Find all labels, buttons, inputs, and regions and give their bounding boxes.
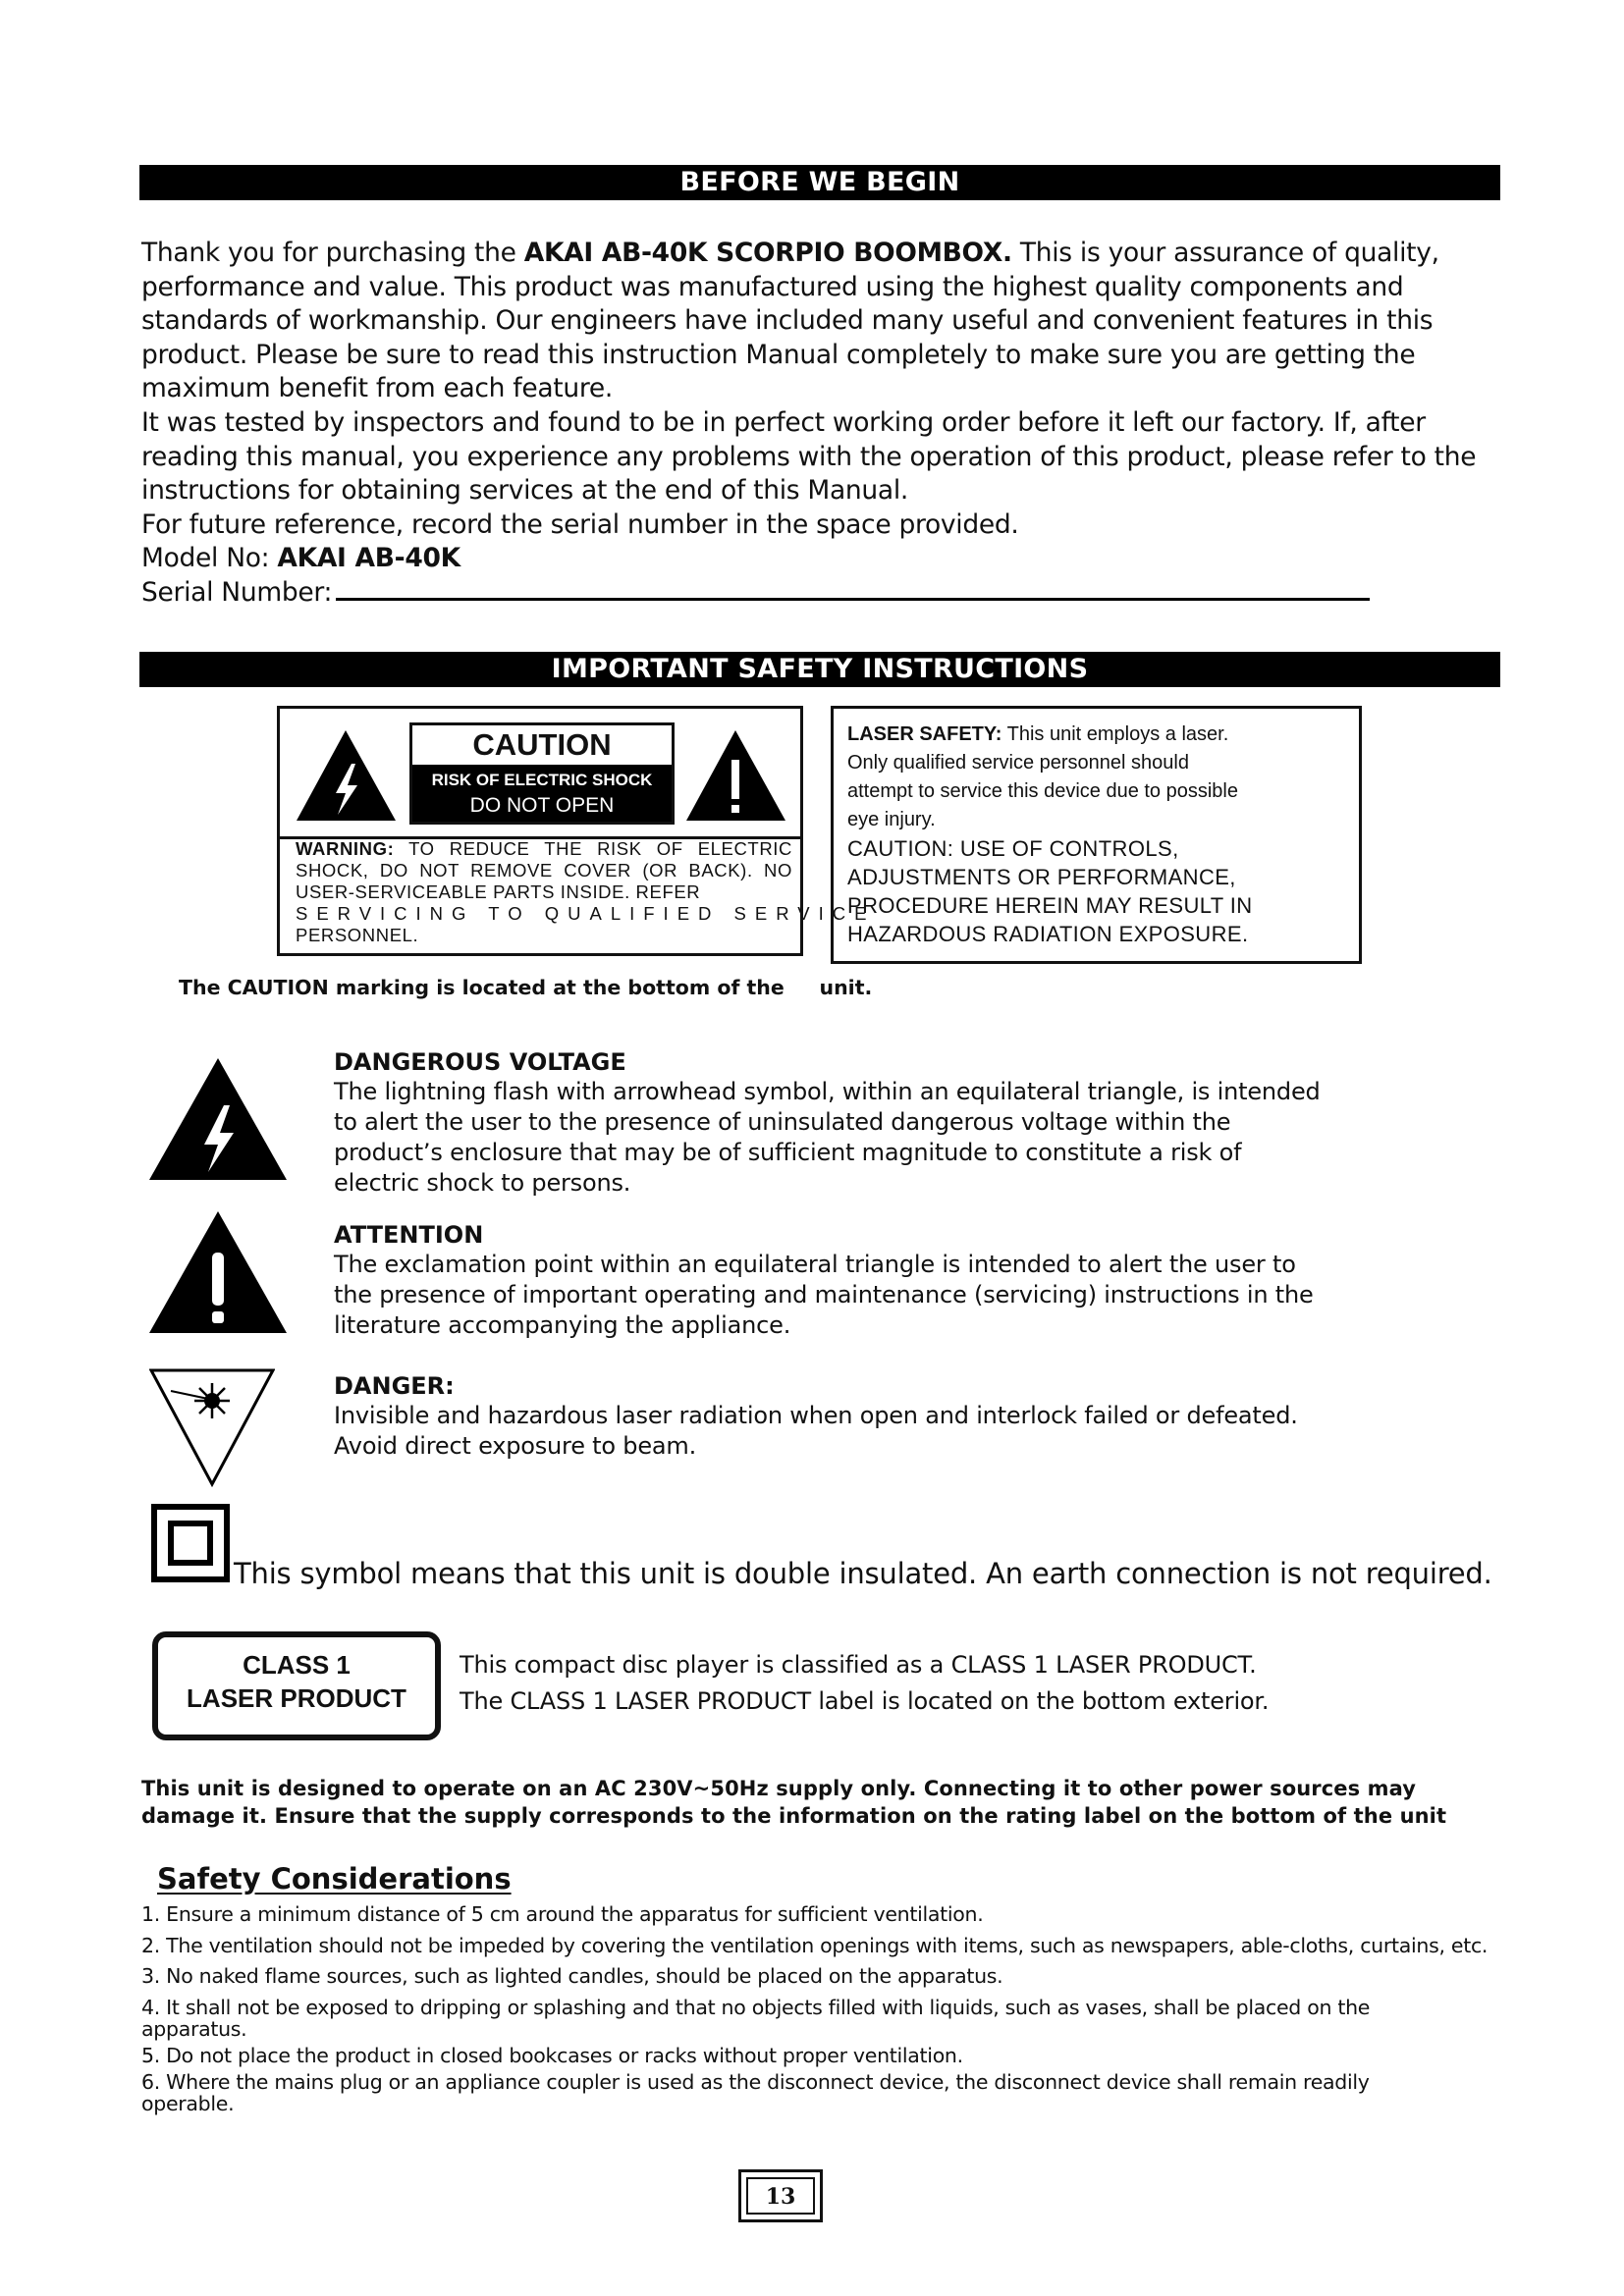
- class-badge-line: CLASS 1: [243, 1650, 351, 1680]
- lightning-triangle-icon: [147, 1056, 289, 1182]
- attention-text: The exclamation point within an equilateral triangle is intended to alert the user to the presence of important operating and maintenance (servicing) instructions in the literature accompanying the appliance.: [334, 1251, 1314, 1339]
- double-insulation-icon: [151, 1504, 230, 1582]
- warning-text: WARNING: TO REDUCE THE RISK OF ELECTRIC SHOCK, DO NOT REMOVE COVER (OR BACK). NO USER-SERVICEABLE PARTS INSIDE. REFER SERVICING TO QUALIFIED SERVICE PERSONNEL.: [296, 838, 876, 945]
- laser-radiation-icon: [149, 1367, 275, 1487]
- list-item: apparatus.: [141, 2017, 247, 2041]
- serial-number-line: Serial Number:: [141, 576, 1496, 611]
- intro-line: product. Please be sure to read this instruction Manual completely to make sure you are getting the: [141, 339, 1416, 370]
- page-number: 13: [746, 2177, 815, 2215]
- intro-text: [141, 237, 1496, 611]
- danger-heading: DANGER:: [334, 1372, 455, 1400]
- caution-shock-banner: [412, 765, 672, 822]
- intro-line: maximum benefit from each feature.: [141, 373, 613, 404]
- dangerous-voltage-text: The lightning flash with arrowhead symbol, within an equilateral triangle, is intended to alert the user to the presence of uninsulated dangerous voltage within the product’s enclosure that may be of sufficient magnitude to constitute a risk of electric shock to persons.: [334, 1078, 1321, 1197]
- list-item: 4. It shall not be exposed to dripping or splashing and that no objects filled with liquids, such as vases, shall be placed on the: [141, 1996, 1371, 2019]
- dangerous-voltage-heading: DANGEROUS VOLTAGE: [334, 1048, 626, 1076]
- list-item: 3. No naked flame sources, such as lighted candles, should be placed on the apparatus.: [141, 1964, 1003, 1988]
- exclamation-triangle-icon: [147, 1209, 289, 1335]
- exclamation-triangle-icon: [684, 728, 787, 823]
- page-number-box: [738, 2169, 823, 2222]
- caution-location-note: The CAUTION marking is located at the bottom of the unit.: [179, 976, 873, 999]
- model-number-line: Model No: AKAI AB-40K: [141, 543, 460, 574]
- caution-box-header: [280, 709, 800, 839]
- caution-label: [409, 722, 675, 825]
- intro-line: instructions for obtaining services at the end of this Manual.: [141, 475, 909, 507]
- class1-laser-badge: [152, 1631, 441, 1740]
- before-we-begin-heading: BEFORE WE BEGIN: [139, 165, 1500, 200]
- list-item: 2. The ventilation should not be impeded by covering the ventilation openings with items, such as newspapers, able-cloths, curtains, etc.: [141, 1934, 1489, 1957]
- class-badge-line: LASER PRODUCT: [187, 1683, 406, 1713]
- caution-box: [277, 706, 876, 956]
- intro-line: performance and value. This product was manufactured using the highest quality components and: [141, 271, 1404, 302]
- safety-considerations-heading: Safety Considerations: [157, 1862, 512, 1896]
- intro-line: It was tested by inspectors and found to be in perfect working order before it left our factory. If, after: [141, 406, 1426, 438]
- laser-safety-text: LASER SAFETY: This unit employs a laser. Only qualified service personnel should attempt to service this device due to possible eye injury. CAUTION: USE OF CONTROLS, ADJUSTMENTS OR PERFORMANCE, PROCEDURE HEREIN MAY RESULT IN HAZARDOUS RADIATION EXPOSURE.: [847, 723, 1253, 946]
- laser-safety-box: [831, 706, 1362, 964]
- power-supply-note: This unit is designed to operate on an AC 230V~50Hz supply only. Connecting it to other power sources may damage it. Ensure that the supply corresponds to the information on the rating label on the bottom of the unit: [141, 1777, 1447, 1828]
- intro-line: reading this manual, you experience any problems with the operation of this product, please refer to the: [141, 441, 1477, 472]
- serial-number-blank: [336, 588, 1370, 601]
- intro-line: Thank you for purchasing the AKAI AB-40K SCORPIO BOOMBOX. This is your assurance of quality,: [141, 238, 1439, 268]
- intro-line: For future reference, record the serial number in the space provided.: [141, 508, 1019, 540]
- safety-instructions-heading: IMPORTANT SAFETY INSTRUCTIONS: [139, 652, 1500, 687]
- caution-title: CAUTION: [472, 727, 612, 762]
- do-not-open-text: DO NOT OPEN: [469, 794, 615, 817]
- risk-of-shock-text: RISK OF ELECTRIC SHOCK: [431, 771, 653, 789]
- double-insulated-text: This symbol means that this unit is double insulated. An earth connection is not required.: [234, 1557, 1492, 1590]
- class1-laser-text: This compact disc player is classified as a CLASS 1 LASER PRODUCT. The CLASS 1 LASER PRODUCT label is located on the bottom exterior.: [460, 1651, 1270, 1715]
- danger-text: Invisible and hazardous laser radiation when open and interlock failed or defeated. Avoid direct exposure to beam.: [334, 1402, 1298, 1460]
- list-item: operable.: [141, 2092, 235, 2115]
- list-item: 1. Ensure a minimum distance of 5 cm around the apparatus for sufficient ventilation.: [141, 1902, 984, 1926]
- list-item: 6. Where the mains plug or an appliance coupler is used as the disconnect device, the disconnect device shall remain readily: [141, 2070, 1370, 2094]
- attention-heading: ATTENTION: [334, 1221, 484, 1249]
- list-item: 5. Do not place the product in closed bookcases or racks without proper ventilation.: [141, 2044, 963, 2067]
- intro-line: standards of workmanship. Our engineers have included many useful and convenient features in this: [141, 305, 1434, 337]
- lightning-triangle-icon: [295, 728, 398, 823]
